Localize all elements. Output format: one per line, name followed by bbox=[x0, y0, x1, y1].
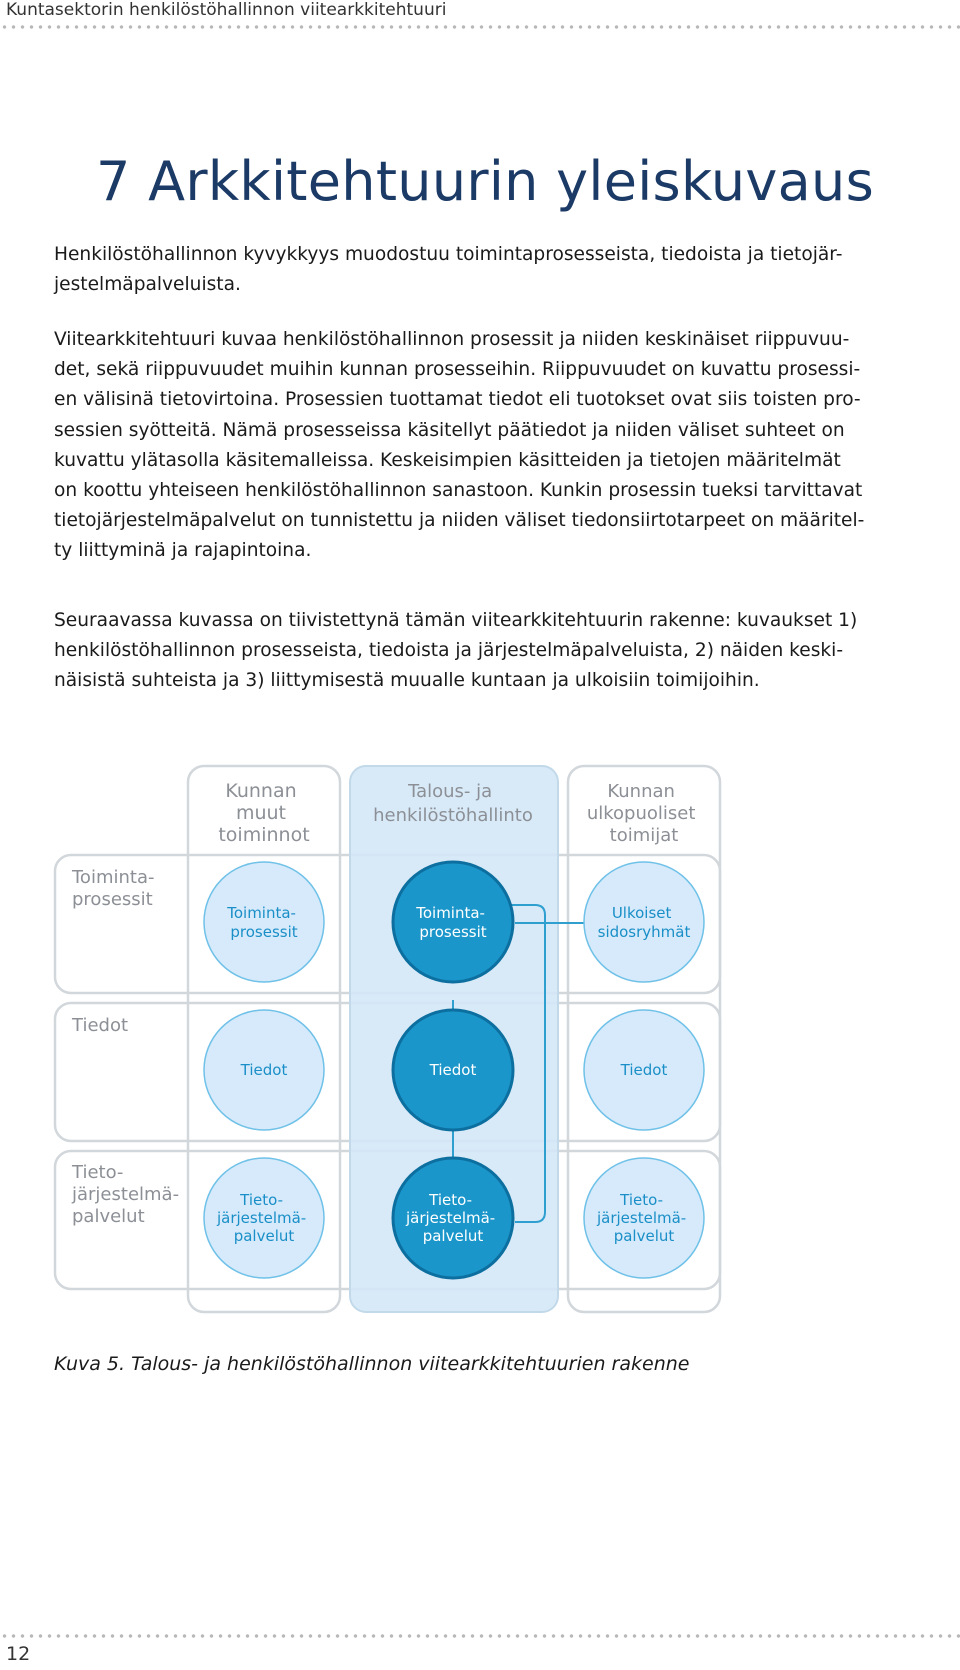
circle-label: Toiminta- prosessit bbox=[227, 904, 298, 941]
paragraph-line: jestelmäpalveluista. bbox=[54, 274, 241, 296]
circle-label: Tieto- järjestelmä- palvelut bbox=[216, 1191, 307, 1245]
paragraph-line: kuvattu ylätasolla käsitemalleissa. Keskeisimpien käsitteiden ja tietojen määritelmät bbox=[54, 449, 841, 471]
circle-label: Ulkoiset sidosryhmät bbox=[597, 904, 691, 941]
column-header-other-functions: Kunnan muut toiminnot bbox=[218, 780, 310, 846]
paragraph-line: sessien syötteitä. Nämä prosesseissa käsitellyt päätiedot ja niiden väliset suhteet on bbox=[54, 419, 845, 441]
column-header-finance-hr: Talous- ja henkilöstöhallinto bbox=[373, 781, 533, 826]
circle-label: Tiedot bbox=[620, 1061, 668, 1079]
circle-label: Tieto- järjestelmä- palvelut bbox=[596, 1191, 687, 1245]
bottom-dotted-rule bbox=[0, 1634, 960, 1638]
column-header-external: Kunnan ulkopuoliset toimijat bbox=[586, 781, 696, 846]
running-head: Kuntasektorin henkilöstöhallinnon viitearkkitehtuuri bbox=[6, 0, 447, 20]
circle-label: Tiedot bbox=[429, 1061, 477, 1079]
circle-other-processes bbox=[204, 862, 324, 982]
paragraph-line: en välisinä tietovirtoina. Prosessien tuottamat tiedot eli tuotokset ovat siis toisten pro- bbox=[54, 389, 861, 411]
paragraph-line: tietojärjestelmäpalvelut on tunnistettu ja niiden väliset tiedonsiirtotarpeet on määritel- bbox=[54, 510, 865, 532]
paragraph-line: ty liittyminä ja rajapintoina. bbox=[54, 540, 312, 562]
paragraph-line: Seuraavassa kuvassa on tiivistettynä tämän viitearkkitehtuurin rakenne: kuvaukset 1) bbox=[54, 610, 858, 631]
page-number: 12 bbox=[6, 1643, 31, 1665]
row-header-processes: Toiminta- prosessit bbox=[72, 867, 155, 910]
figure-caption: Kuva 5. Talous- ja henkilöstöhallinnon viitearkkitehtuurien rakenne bbox=[54, 1353, 690, 1375]
circle-label: Tieto- järjestelmä- palvelut bbox=[405, 1191, 496, 1245]
row-header-systems: Tieto- järjestelmä- palvelut bbox=[72, 1162, 180, 1227]
circle-core-processes bbox=[393, 862, 513, 982]
paragraph-line: Henkilöstöhallinnon kyvykkyys muodostuu toimintaprosesseista, tiedoista ja tietojär- bbox=[54, 244, 843, 265]
paragraph-line: Viitearkkitehtuuri kuvaa henkilöstöhallinnon prosessit ja niiden keskinäiset riippuvuu- bbox=[54, 329, 850, 350]
paragraph-line: näisistä suhteista ja 3) liittymisestä muualle kuntaan ja ulkoisiin toimijoihin. bbox=[54, 670, 760, 692]
circle-label: Tiedot bbox=[240, 1061, 288, 1079]
paragraph-line: on koottu yhteiseen henkilöstöhallinnon sanastoon. Kunkin prosessin tueksi tarvittavat bbox=[54, 480, 863, 502]
paragraph-line: henkilöstöhallinnon prosesseista, tiedoista ja järjestelmäpalveluista, 2) näiden keski- bbox=[54, 640, 844, 662]
circle-label: Toiminta- prosessit bbox=[416, 904, 487, 941]
row-header-data: Tiedot bbox=[72, 1015, 129, 1036]
chapter-title: 7 Arkkitehtuurin yleiskuvaus bbox=[96, 150, 875, 213]
paragraph-line: det, sekä riippuvuudet muihin kunnan prosesseihin. Riippuvuudet on kuvattu prosessi- bbox=[54, 359, 861, 381]
circle-external-stakeholders bbox=[584, 862, 704, 982]
